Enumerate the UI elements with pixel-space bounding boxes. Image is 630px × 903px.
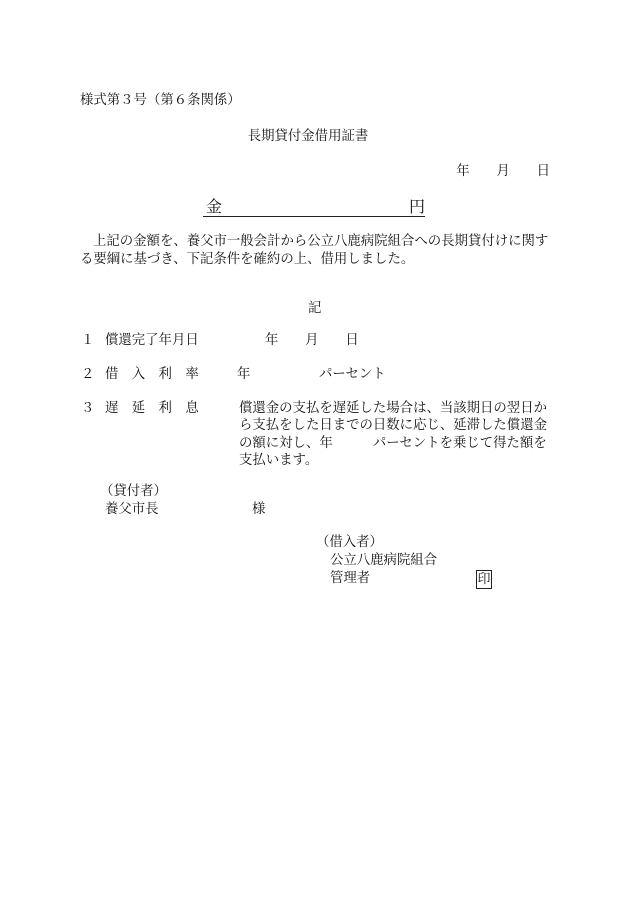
amount-underline [203, 216, 425, 217]
borrower-title: 管理者 [330, 571, 371, 586]
statement-line: る要綱に基づき、下記条件を確約の上、借用しました。 [80, 252, 415, 267]
amount-prefix: 金 [206, 197, 223, 216]
seal-box: 印 [477, 572, 491, 587]
lender-honorific: 様 [252, 502, 266, 517]
form-number: 様式第３号（第６条関係） [80, 93, 241, 108]
condition-label: 借 入 利 率 [105, 367, 199, 382]
late-interest-text-line: 支払います。 [239, 453, 319, 468]
amount-suffix: 円 [409, 197, 426, 216]
interest-rate-year: 年 [237, 367, 251, 382]
statement-line: 上記の金額を、養父市一般会計から公立八鹿病院組合への長期貸付けに関す [93, 234, 549, 249]
lender-name: 養父市長 [105, 502, 159, 517]
condition-number: ２ [81, 367, 95, 382]
lender-role: （貸付者） [100, 484, 167, 499]
issue-date: 年 月 日 [456, 164, 550, 179]
note-heading: 記 [308, 301, 322, 316]
borrower-organization: 公立八鹿病院組合 [330, 553, 438, 568]
borrower-role: （借入者） [316, 535, 383, 550]
interest-rate-unit: パーセント [319, 367, 386, 382]
late-interest-text-line: の額に対し、年 パーセントを乗じて得た額を [239, 436, 547, 451]
condition-label: 遅 延 利 息 [105, 401, 199, 416]
late-interest-text-line: 償還金の支払を遅延した場合は、当該期日の翌日か [239, 401, 547, 416]
repayment-date-value: 年 月 日 [265, 333, 359, 348]
condition-number: ３ [81, 401, 95, 416]
condition-number: １ [81, 333, 95, 348]
document-title: 長期貸付金借用証書 [247, 129, 369, 144]
condition-label: 償還完了年月日 [105, 333, 199, 348]
late-interest-text-line: ら支払をした日までの日数に応じ、延滞した償還金 [239, 418, 547, 433]
